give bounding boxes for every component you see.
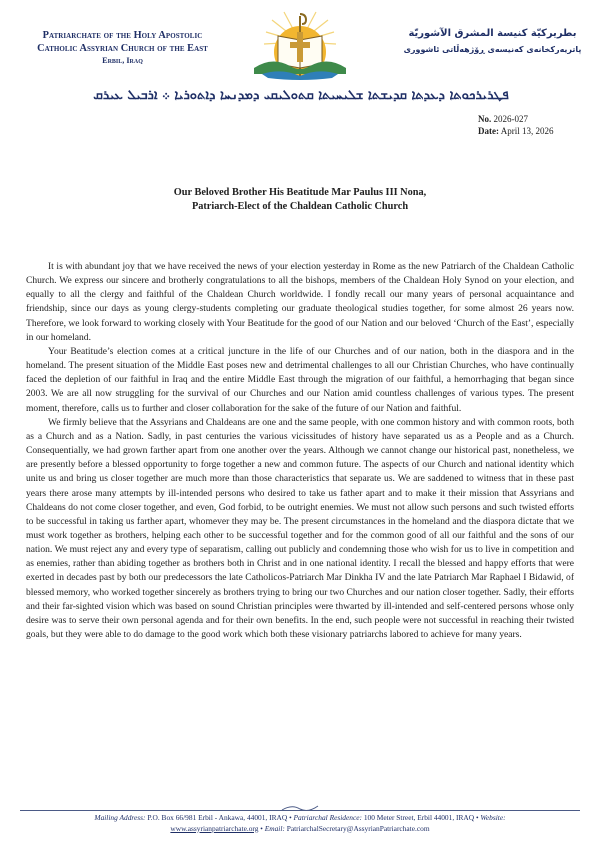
emblem-icon xyxy=(252,2,348,82)
letter-footer xyxy=(20,813,580,834)
letterhead-line-3: Erbil, Iraq xyxy=(102,56,143,65)
footer-line-2 xyxy=(20,824,580,835)
date-label: Date: xyxy=(478,125,499,136)
footer-line-1 xyxy=(20,813,580,824)
number-value: 2026-027 xyxy=(493,114,528,124)
footer-separator: • xyxy=(260,823,263,833)
mailing-address: P.O. Box 66/981 Erbil - Ankawa, 44001, IRAQ xyxy=(147,813,288,822)
footer-separator: • xyxy=(475,813,479,822)
church-emblem-logo xyxy=(252,2,348,82)
footer-separator: • xyxy=(289,813,292,822)
letterhead-english xyxy=(30,29,215,67)
letter-reference xyxy=(478,114,554,137)
residence-address: 100 Meter Street, Erbil 44001, IRAQ xyxy=(363,813,475,822)
residence-label: Patriarchal Residence: xyxy=(293,813,362,822)
email-address[interactable]: PatriarchalSecretary@AssyrianPatriarchate.com xyxy=(286,823,430,833)
letterhead-arabic-kurdish xyxy=(390,26,595,58)
body-paragraph-2: Your Beatitude’s election comes at a critical juncture in the life of our Churches and of our nation, both in the diaspora and in the homeland. The present situation of the Middle East poses new and detrimental challenges to all our Christian Churches, who have continually faced the depletion of our faithful in Iraq and the entire Middle East through the migration of our faithful, a hemorrhaging that began since 2003. We are all now struggling for the survival of our Churches and our Nation amid countless challenges of various types. The present moment, therefore, calls us to further and closer collaboration for the sake of the future of our Nation and faithful. xyxy=(26,345,574,414)
reference-number xyxy=(478,114,554,126)
letterhead-kurdish-line: پاتریەرکخانەی کەنیسەی ڕۆژهەڵاتی ئاشووری xyxy=(403,45,582,54)
title-line-1: Our Beloved Brother His Beatitude Mar Paulus III Nona, xyxy=(173,187,427,198)
number-label: No. xyxy=(478,114,492,124)
website-link[interactable]: www.assyrianpatriarchate.org xyxy=(170,823,259,833)
body-paragraph-1: It is with abundant joy that we have received the news of your election yesterday in Rome as the new Patriarch of the Chaldean Catholic Church. We express our sincere and brotherly congratulations to all the bishops, members of the Chaldean Holy Synod on your election, and equally to all the clergy and faithful of the Chaldean Church worldwide. I fondly recall our many years of personal acquaintance and friendship, since our days as young clergy-students completing our graduate theological studies together, for some almost 26 years now. Therefore, we look forward to working closely with Your Beatitude for the good of our Nation and our beloved ‘Church of the East’, especially in our homeland. xyxy=(26,261,574,343)
letterhead-arabic-line: بطريركيّة كنيسة المشرق الآشوريّة xyxy=(408,28,577,39)
title-line-2: Patriarch-Elect of the Chaldean Catholic Church xyxy=(191,201,409,212)
date-value: April 13, 2026 xyxy=(500,125,554,136)
email-label: Email: xyxy=(264,823,285,833)
letter-body xyxy=(26,260,574,642)
mailing-label: Mailing Address: xyxy=(94,813,146,822)
footer-divider xyxy=(20,810,580,811)
website-label: Website: xyxy=(480,813,506,822)
letterhead-syriac-line: ܦܛܪܝܪܟܘܬܐ ܕܥܕܬܐ ܩܕܝܫܬܐ ܫܠܝܚܝܬܐ ܩܬܘܠܝܩܝ ܕܡܕܢܚܐ ܕܐܬܘܪܝܐ ܀ ܐܪܒܝܠ ܥܝܪܩ xyxy=(93,88,509,103)
letterhead-line-1: Patriarchate of the Holy Apostolic xyxy=(42,30,203,41)
letterhead-line-2: Catholic Assyrian Church of the East xyxy=(37,43,208,54)
reference-date xyxy=(478,126,554,138)
letter-salutation-title xyxy=(60,186,540,214)
body-paragraph-3: We firmly believe that the Assyrians and Chaldeans are one and the same people, with one common history and with common roots, both as a Church and as a Nation. Sadly, in past centuries the various vicissitudes of history have separated us as a People and as a Church. Consequentially, we had grown farther apart from one another over the years. Although we cannot change our historical past, nonetheless, we are presently before a blessed opportunity to forge together a new and common future. The aspects of our Church and national identity which unite us and bring us closer together are much more than those characteristics that separate us. We are saddened to witness that in these past years there arose many attempts by ill-intended persons who desired to take us father apart and to make it their mission that Assyrians and Chaldeans do not come closer together, and even, God forbid, to be outright enemies. We must not allow such persons and such twisted efforts to be successful in taking us farther apart, whomever they may be. The present circumstances in the homeland and the diaspora dictate that we must work together as brothers, helping each other to be successful together and for the common good of all our faithful and the sons of our nation. We must reject any and every type of separatism, calling out publicly and condemning those who wish for us to live in competition and as enemies, rather than abiding together as brothers both in Christ and in one national identity. I recall the blessed and happy efforts that were exerted in decades past by both our predecessors the late Catholicos-Patriarch Mar Dinkha IV and the late Patriarch Mar Raphael I Bidawid, of blessed memory, who worked together sincerely as brothers trying to bring our two Churches and our nation closer together. Sadly, their efforts and their far-sighted vision which was based on sound Christian principles were thwarted by ill-intended and self-centered persons whose only desire was to serve their own personal agenda and for their own benefits. In the end, such people were not successful in reaching their twisted goals, but they were able to do damage to the good work which both these visionary patriarchs labored to achieve for many years. xyxy=(26,416,574,641)
